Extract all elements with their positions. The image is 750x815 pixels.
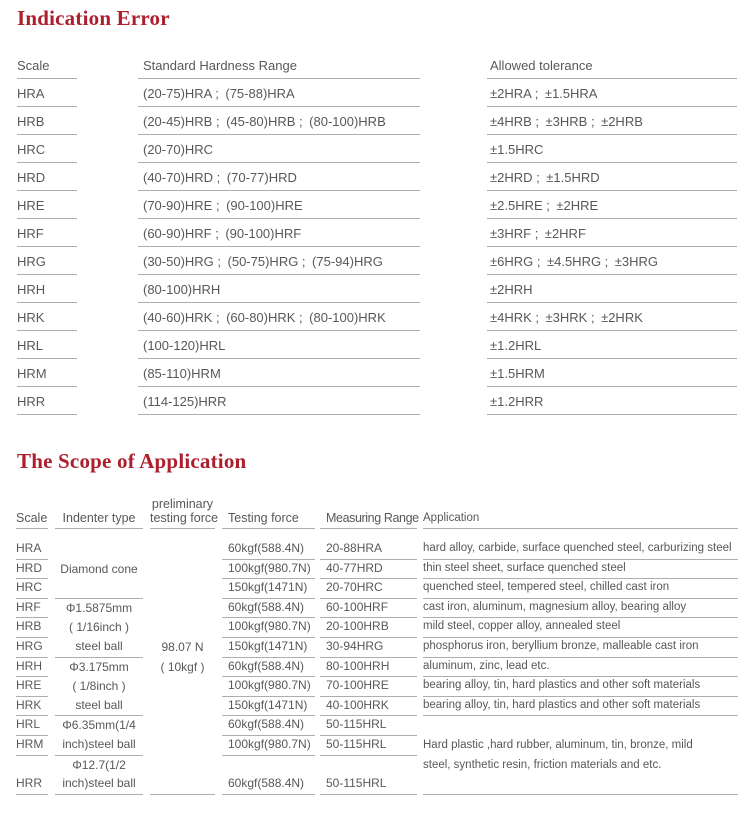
application-cell: mild steel, copper alloy, annealed steel (423, 620, 738, 638)
measuring-range-cell: 70-100HRE (320, 679, 417, 697)
tolerance-cell: ±2.5HRE ; ±2HRE (487, 198, 737, 219)
table-row (16, 736, 738, 756)
tolerance-cell: ±6HRG ; ±4.5HRG ; ±3HRG (487, 254, 737, 275)
column-header-standard-hardness-range: Standard Hardness Range (138, 58, 420, 79)
preliminary-force-cell: ( 10kgf ) (160, 659, 205, 674)
application-cell: aluminum, zinc, lead etc. (423, 660, 738, 678)
scale-cell: HRK (16, 699, 48, 717)
testing-force-cell: 100kgf(980.7N) (222, 679, 315, 697)
application-cell: thin steel sheet, surface quenched steel (423, 562, 738, 580)
scale-cell: HRB (17, 114, 77, 135)
header-line-2: testing force (150, 510, 219, 525)
indenter-cell: steel ball (55, 699, 143, 717)
scale-cell: HRA (16, 542, 48, 560)
scale-cell: HRH (16, 660, 48, 678)
measuring-range-cell: 80-100HRH (320, 660, 417, 678)
testing-force-cell: 60kgf(588.4N) (222, 601, 315, 619)
scale-cell: HRG (16, 640, 48, 658)
table-row (16, 599, 738, 619)
measuring-range-cell: 50-115HRL (320, 738, 417, 756)
tolerance-cell: ±4HRB ; ±3HRB ; ±2HRB (487, 114, 737, 135)
range-cell: (80-100)HRH (138, 282, 420, 303)
application-cell (423, 791, 738, 795)
range-cell: (70-90)HRE ; (90-100)HRE (138, 198, 420, 219)
scale-cell: HRD (16, 562, 48, 580)
scale-cell: HRE (17, 198, 77, 219)
testing-force-cell: 100kgf(980.7N) (222, 738, 315, 756)
testing-force-cell: 150kgf(1471N) (222, 581, 315, 599)
table-row (17, 219, 737, 247)
indenter-cell: Φ3.175mm (69, 659, 129, 674)
indenter-cell: ( 1/8inch ) (72, 679, 126, 694)
indenter-cell: ( 1/16inch ) (68, 620, 130, 635)
table-row (17, 191, 737, 219)
scale-cell: HRE (16, 679, 48, 697)
table-row (16, 677, 738, 697)
column-header-indenter-type: Indenter type (55, 512, 143, 530)
indenter-cell (55, 595, 143, 599)
table-row (16, 658, 738, 678)
header-line-1: preliminary (151, 497, 214, 511)
scale-cell: HRM (17, 366, 77, 387)
table-header-row (16, 493, 738, 529)
preliminary-force-cell (150, 635, 215, 638)
preliminary-force-cell (150, 557, 215, 560)
preliminary-force-cell (150, 713, 215, 716)
table-row (16, 638, 738, 658)
measuring-range-cell: 40-77HRD (320, 562, 417, 580)
measuring-range-cell: 50-115HRL (320, 718, 417, 736)
table-row (16, 756, 738, 776)
application-cell: cast iron, aluminum, magnesium alloy, bearing alloy (423, 601, 738, 619)
application-cell: quenched steel, tempered steel, chilled cast iron (423, 581, 738, 599)
column-header-scale: Scale (17, 58, 77, 79)
column-header-application: Application (423, 512, 738, 530)
scale-cell: HRA (17, 86, 77, 107)
scale-cell: HRR (16, 777, 48, 795)
scale-cell: HRD (17, 170, 77, 191)
column-header-allowed-tolerance: Allowed tolerance (487, 58, 737, 79)
testing-force-cell (222, 772, 315, 775)
section-title-indication-error: Indication Error (17, 6, 170, 30)
scale-cell: HRH (17, 282, 77, 303)
indenter-cell: inch)steel ball (55, 777, 143, 795)
scale-cell: HRC (17, 142, 77, 163)
range-cell: (40-60)HRK ; (60-80)HRK ; (80-100)HRK (138, 310, 420, 331)
measuring-range-cell: 40-100HRK (320, 699, 417, 717)
table-row (16, 716, 738, 736)
tolerance-cell: ±1.5HRM (487, 366, 737, 387)
table-row (16, 697, 738, 717)
measuring-range-cell: 30-94HRG (320, 640, 417, 658)
table-row (16, 560, 738, 580)
indication-error-table (17, 55, 737, 415)
preliminary-force-cell: 98.07 N (161, 640, 204, 655)
table-row (17, 275, 737, 303)
testing-force-cell: 60kgf(588.4N) (222, 718, 315, 736)
indenter-cell: inch)steel ball (55, 738, 143, 756)
measuring-range-cell: 20-70HRC (320, 581, 417, 599)
tolerance-cell: ±4HRK ; ±3HRK ; ±2HRK (487, 310, 737, 331)
measuring-range-cell: 50-115HRL (320, 777, 417, 795)
application-cell: bearing alloy, tin, hard plastics and other soft materials (423, 679, 738, 697)
measuring-range-cell (320, 772, 417, 775)
scale-cell: HRK (17, 310, 77, 331)
application-cell: steel, synthetic resin, friction materials and etc. (423, 758, 662, 771)
column-header-preliminary-testing-force (150, 497, 219, 529)
table-row (16, 775, 738, 795)
indenter-cell: Φ6.35mm(1/4 (62, 718, 136, 733)
range-cell: (30-50)HRG ; (50-75)HRG ; (75-94)HRG (138, 254, 420, 275)
indenter-cell: steel ball (55, 640, 143, 658)
indenter-cell: Diamond cone (60, 561, 138, 576)
preliminary-force-cell (150, 694, 215, 697)
table-row (17, 331, 737, 359)
preliminary-force-cell (150, 615, 215, 618)
testing-force-cell: 150kgf(1471N) (222, 699, 315, 717)
measuring-range-cell: 60-100HRF (320, 601, 417, 619)
range-cell: (20-70)HRC (138, 142, 420, 163)
range-cell: (85-110)HRM (138, 366, 420, 387)
testing-force-cell: 100kgf(980.7N) (222, 620, 315, 638)
scale-cell: HRG (17, 254, 77, 275)
measuring-range-cell: 20-100HRB (320, 620, 417, 638)
table-row (16, 618, 738, 638)
table-row (16, 579, 738, 599)
table-row (17, 247, 737, 275)
scope-of-application-table (16, 493, 738, 795)
section-title-scope-of-application: The Scope of Application (17, 449, 247, 473)
tolerance-cell: ±1.2HRL (487, 338, 737, 359)
preliminary-force-cell (150, 753, 215, 756)
table-row (17, 359, 737, 387)
table-row (17, 135, 737, 163)
testing-force-cell: 100kgf(980.7N) (222, 562, 315, 580)
indenter-cell: Φ1.5875mm (65, 600, 133, 615)
range-cell: (100-120)HRL (138, 338, 420, 359)
scale-cell: HRR (17, 394, 77, 415)
measuring-range-cell: 20-88HRA (320, 542, 417, 560)
tolerance-cell: ±2HRD ; ±1.5HRD (487, 170, 737, 191)
tolerance-cell: ±3HRF ; ±2HRF (487, 226, 737, 247)
tolerance-cell: ±1.5HRC (487, 142, 737, 163)
indenter-cell (55, 557, 143, 560)
range-cell: (114-125)HRR (138, 394, 420, 415)
preliminary-force-cell (150, 576, 215, 579)
table-row (16, 540, 738, 560)
table-row (17, 79, 737, 107)
testing-force-cell: 150kgf(1471N) (222, 640, 315, 658)
table-header-row (17, 55, 737, 79)
application-cell: bearing alloy, tin, hard plastics and other soft materials (423, 699, 738, 717)
testing-force-cell: 60kgf(588.4N) (222, 542, 315, 560)
range-cell: (60-90)HRF ; (90-100)HRF (138, 226, 420, 247)
range-cell: (40-70)HRD ; (70-77)HRD (138, 170, 420, 191)
indenter-cell: Φ12.7(1/2 (72, 757, 126, 772)
preliminary-force-cell (150, 772, 215, 775)
application-cell: phosphorus iron, beryllium bronze, malleable cast iron (423, 640, 738, 658)
testing-force-cell: 60kgf(588.4N) (222, 660, 315, 678)
scale-cell: HRF (16, 601, 48, 619)
scale-cell: HRM (16, 738, 48, 756)
scale-cell: HRB (16, 620, 48, 638)
testing-force-cell: 60kgf(588.4N) (222, 777, 315, 795)
range-cell: (20-45)HRB ; (45-80)HRB ; (80-100)HRB (138, 114, 420, 135)
application-cell: Hard plastic ,hard rubber, aluminum, tin, bronze, mild (423, 739, 693, 752)
range-cell: (20-75)HRA ; (75-88)HRA (138, 86, 420, 107)
tolerance-cell: ±2HRH (487, 282, 737, 303)
preliminary-force-cell (150, 733, 215, 736)
scale-cell: HRL (16, 718, 48, 736)
table-row (17, 107, 737, 135)
tolerance-cell: ±2HRA ; ±1.5HRA (487, 86, 737, 107)
scale-cell: HRL (17, 338, 77, 359)
scale-cell (16, 772, 48, 775)
application-cell: hard alloy, carbide, surface quenched steel, carburizing steel (423, 542, 738, 560)
tolerance-cell: ±1.2HRR (487, 394, 737, 415)
column-header-measuring-range: Measuring Range (320, 512, 417, 530)
table-row (17, 387, 737, 415)
table-row (17, 303, 737, 331)
preliminary-force-cell (150, 791, 215, 795)
table-row (17, 163, 737, 191)
application-cell (423, 733, 738, 736)
scale-cell: HRF (17, 226, 77, 247)
column-header-testing-force: Testing force (222, 512, 315, 530)
column-header-scale: Scale (16, 512, 48, 530)
preliminary-force-cell (150, 596, 215, 599)
scale-cell: HRC (16, 581, 48, 599)
